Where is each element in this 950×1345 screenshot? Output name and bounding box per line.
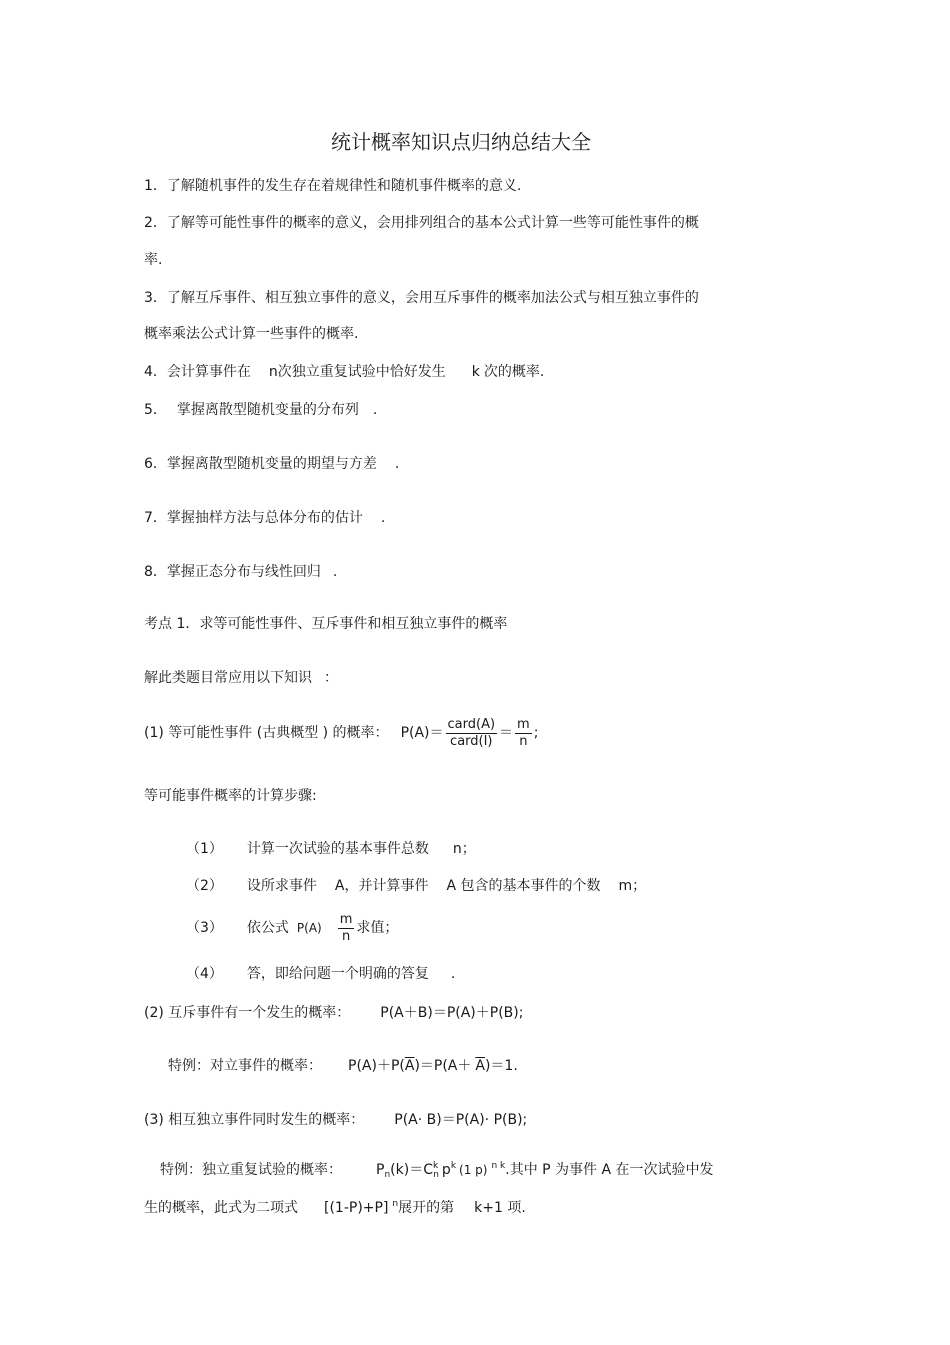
steps-title: 等可能事件概率的计算步骤: [144, 788, 317, 804]
step-text-c: A 包含的基本事件的个数 [446, 878, 601, 894]
binomial-c-sub: n [433, 1170, 439, 1180]
objective-end: . [394, 456, 400, 472]
fraction-card [446, 717, 498, 750]
formula-2-expr: P(A＋B)＝P(A)＋P(B); [380, 1005, 524, 1021]
binomial-p: P [376, 1162, 385, 1178]
objective-3-continued: 概率乘法公式计算一些事件的概率. [144, 326, 359, 342]
objective-text: 掌握抽样方法与总体分布的估计 [166, 510, 363, 526]
objective-5 [144, 401, 377, 419]
binomial-q-sup: n k [491, 1161, 506, 1171]
fraction-m-n [515, 717, 532, 750]
step-text-a: 计算一次试验的基本事件总数 [246, 841, 429, 857]
objective-end: . [372, 402, 378, 418]
step-1 [186, 840, 476, 858]
step-2 [186, 877, 646, 895]
objective-text-c: 次独立重复试验中恰好发生 [277, 364, 446, 380]
objective-number: 3． [144, 290, 167, 306]
kaodian-heading: 考点 1．求等可能性事件、互斥事件和相互独立事件的概率 [144, 616, 508, 632]
step-text-b: . [450, 966, 456, 982]
objective-7 [144, 509, 385, 527]
objective-number: 2． [144, 215, 167, 231]
special-case-label: 特例：独立重复试验的概率： [160, 1162, 342, 1178]
formula-3 [144, 1111, 527, 1129]
intro-line [144, 669, 338, 687]
complement-a: $\overline{A}$ [475, 1058, 485, 1074]
continued-text-d: k+1 项. [474, 1200, 526, 1216]
formula-1-eq: ＝ [499, 725, 514, 741]
step-text-a: 依公式 [246, 920, 289, 936]
special-case-label: 特例：对立事件的概率： [168, 1058, 322, 1074]
binomial-p2: p [441, 1162, 451, 1178]
special-case-1 [168, 1057, 518, 1075]
binomial-n-sub: n [384, 1170, 391, 1180]
objective-2 [144, 214, 699, 232]
page-title: 统计概率知识点归纳总结大全 [331, 130, 591, 154]
objective-number: 6． [144, 456, 167, 472]
objective-4 [144, 363, 544, 381]
special-case-part: )＝1. [484, 1058, 518, 1074]
formula-3-label: (3) 相互独立事件同时发生的概率： [144, 1112, 365, 1128]
step-text-b: n； [452, 841, 476, 857]
binomial-c-sup: k [432, 1161, 439, 1171]
fraction-denominator: n [519, 733, 528, 749]
binomial-k-part: (k)＝C [390, 1162, 433, 1178]
objective-number: 7． [144, 510, 167, 526]
step-text-a: 设所求事件 [246, 878, 317, 894]
formula-1-label: (1) 等可能性事件 (古典概型 ) 的概率： [144, 725, 389, 741]
binomial-exponent: n [392, 1199, 399, 1209]
step-text-a: 答，即给问题一个明确的答复 [246, 966, 429, 982]
step-number: （1） [186, 841, 223, 857]
special-case-2-continued [144, 1195, 526, 1217]
objective-6 [144, 455, 399, 473]
intro-end: ： [324, 670, 338, 686]
fraction-m-n [338, 912, 355, 945]
formula-1-end: ; [533, 725, 539, 741]
objective-end: . [332, 564, 338, 580]
step-3 [186, 910, 398, 946]
intro-text: 解此类题目常应用以下知识 [144, 670, 312, 686]
objective-text: 掌握离散型随机变量的期望与方差 [166, 456, 377, 472]
step-number: （3） [186, 920, 223, 936]
binomial-p-sup: k [450, 1161, 457, 1171]
binomial-expression: [(1-P)+P] [324, 1200, 389, 1216]
objective-text-a: 会计算事件在 [166, 364, 251, 380]
formula-1-lhs: P(A)＝ [400, 725, 444, 741]
formula-2-label: (2) 互斥事件有一个发生的概率： [144, 1005, 351, 1021]
fraction-denominator: card(I) [450, 733, 493, 749]
objective-2-continued: 率. [144, 252, 163, 268]
objective-number: 5． [144, 402, 167, 418]
objective-end: . [380, 510, 386, 526]
objective-text: 了解等可能性事件的概率的意义，会用排列组合的基本公式计算一些等可能性事件的概 [166, 215, 699, 231]
continued-text-c: 展开的第 [398, 1200, 455, 1216]
objective-number: 8． [144, 564, 167, 580]
objective-number: 1． [144, 178, 167, 194]
fraction-numerator: m [339, 911, 353, 927]
objective-8 [144, 563, 337, 581]
special-case-rest: .其中 P 为事件 A 在一次试验中发 [505, 1162, 714, 1178]
special-case-part: P(A)＋P( [348, 1058, 405, 1074]
step-text-b: A，并计算事件 [334, 878, 429, 894]
objective-3 [144, 289, 699, 307]
fraction-numerator: card(A) [447, 716, 496, 732]
step-text-c: 求值； [356, 920, 399, 936]
step-number: （2） [186, 878, 223, 894]
step-number: （4） [186, 966, 223, 982]
fraction-numerator: m [517, 716, 530, 732]
objective-text: 了解随机事件的发生存在着规律性和随机事件概率的意义. [166, 178, 522, 194]
objective-text: 掌握正态分布与线性回归 [166, 564, 321, 580]
objective-text: 掌握离散型随机变量的分布列 [176, 402, 359, 418]
formula-3-expr: P(A· B)＝P(A)· P(B); [394, 1112, 528, 1128]
step-text-d: m； [618, 878, 647, 894]
formula-1 [144, 715, 538, 751]
fraction-denominator: n [341, 928, 351, 944]
variable-k: k [471, 364, 480, 380]
objective-text: 了解互斥事件、相互独立事件的意义，会用互斥事件的概率加法公式与相互独立事件的 [166, 290, 699, 306]
objective-1 [144, 177, 521, 195]
special-case-2 [160, 1157, 714, 1184]
complement-a: $\overline{A}$ [404, 1058, 415, 1074]
objective-number: 4． [144, 364, 167, 380]
continued-text-a: 生的概率，此式为二项式 [144, 1200, 298, 1216]
special-case-part: )＝P(A＋ [414, 1058, 472, 1074]
objective-text-e: 次的概率. [483, 364, 545, 380]
step-4 [186, 965, 455, 983]
variable-n: n [268, 364, 278, 380]
binomial-q: (1 p) [459, 1163, 488, 1177]
step-formula-pa: P(A) [296, 921, 322, 935]
formula-2 [144, 1004, 523, 1022]
